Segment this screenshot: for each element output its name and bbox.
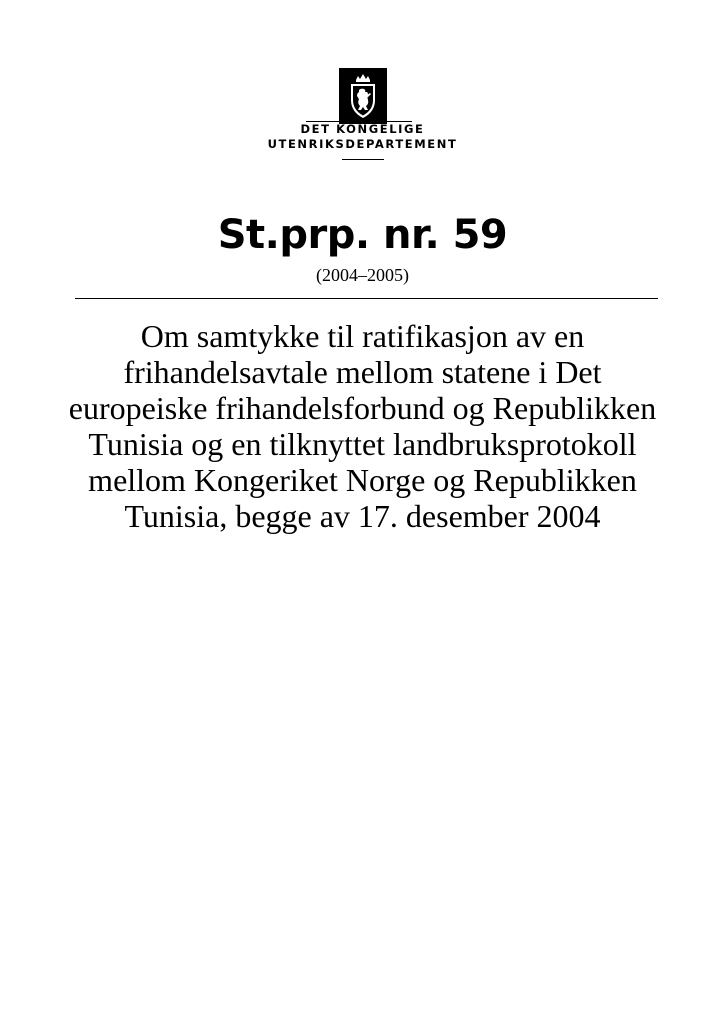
document-subject: Om samtykke til ratifikasjon av en frihandelsavtale mellom statene i Det europeiske frihandelsforbund og Republikken Tunisia og en tilknyttet landbruksprotokoll mellom Kongeriket Norge og Republikken Tunisia, begge av 17. desember 2004 — [68, 318, 657, 534]
title-divider — [75, 298, 658, 299]
ministry-line-1: DET KONGELIGE — [300, 122, 425, 136]
document-title: St.prp. nr. 59 — [217, 212, 508, 258]
ministry-bottom-rule — [342, 159, 384, 160]
coat-of-arms-icon — [339, 68, 387, 124]
ministry-line-2: UTENRIKSDEPARTEMENT — [267, 137, 458, 151]
ministry-name — [0, 122, 725, 152]
document-session: (2004–2005) — [316, 265, 409, 285]
emblem-container — [0, 68, 725, 124]
